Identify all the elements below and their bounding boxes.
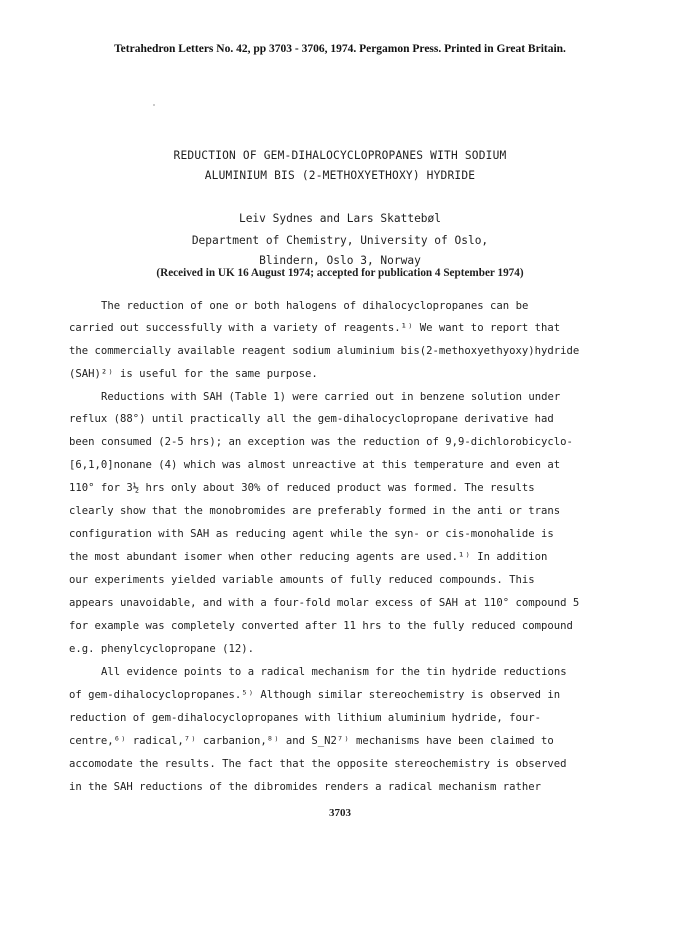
received-dates: (Received in UK 16 August 1974; accepted for publication 4 September 1974) xyxy=(156,267,524,279)
body-line: reduction of gem-dihalocyclopropanes with lithium aluminium hydride, four- xyxy=(69,712,541,724)
body-line: e.g. phenylcyclopropane (12). xyxy=(69,643,254,655)
body-line: 110° for 3½ hrs only about 30% of reduced product was formed. The results xyxy=(69,482,535,494)
body-line: our experiments yielded variable amounts of fully reduced compounds. This xyxy=(69,574,535,586)
body-line: appears unavoidable, and with a four-fold molar excess of SAH at 110° compound 5 xyxy=(69,597,580,609)
authors: Leiv Sydnes and Lars Skattebøl xyxy=(238,212,442,225)
body-line: the most abundant isomer when other reducing agents are used.¹⁾ In addition xyxy=(69,551,548,563)
paper-title-line-2: ALUMINIUM BIS (2-METHOXYETHOXY) HYDRIDE xyxy=(204,169,476,182)
affiliation-line-2: Blindern, Oslo 3, Norway xyxy=(259,254,421,267)
body-line: configuration with SAH as reducing agent while the syn- or cis-monohalide is xyxy=(69,528,554,540)
body-line: been consumed (2-5 hrs); an exception was the reduction of 9,9-dichlorobicyclo- xyxy=(69,436,573,448)
paper-title-line-1: REDUCTION OF GEM-DIHALOCYCLOPROPANES WITH SODIUM xyxy=(173,149,507,162)
body-line: centre,⁶⁾ radical,⁷⁾ carbanion,⁸⁾ and S_N2⁷⁾ mechanisms have been claimed to xyxy=(69,735,554,747)
body-line: for example was completely converted after 11 hrs to the fully reduced compound xyxy=(69,620,573,632)
page-number: 3703 xyxy=(329,807,351,819)
body-line: clearly show that the monobromides are preferably formed in the anti or trans xyxy=(69,505,561,517)
journal-header: Tetrahedron Letters No. 42, pp 3703 - 3706, 1974. Pergamon Press. Printed in Great Britain. xyxy=(114,43,566,55)
body-line: carried out successfully with a variety of reagents.¹⁾ We want to report that xyxy=(69,322,561,334)
body-line: Reductions with SAH (Table 1) were carried out in benzene solution under xyxy=(101,391,561,403)
body-line: of gem-dihalocyclopropanes.⁵⁾ Although similar stereochemistry is observed in xyxy=(69,689,561,701)
body-line: reflux (88°) until practically all the gem-dihalocyclopropane derivative had xyxy=(69,413,554,425)
body-line: accomodate the results. The fact that the opposite stereochemistry is observed xyxy=(69,758,567,770)
body-line: the commercially available reagent sodium aluminium bis(2-methoxyethyoxy)hydride xyxy=(69,345,580,357)
body-line: [6,1,0]nonane (4) which was almost unreactive at this temperature and even at xyxy=(69,459,561,471)
scan-speck xyxy=(153,104,155,106)
body-line: in the SAH reductions of the dibromides renders a radical mechanism rather xyxy=(69,781,541,793)
body-line: All evidence points to a radical mechanism for the tin hydride reductions xyxy=(101,666,567,678)
body-line: (SAH)²⁾ is useful for the same purpose. xyxy=(69,368,318,380)
affiliation-line-1: Department of Chemistry, University of Oslo, xyxy=(191,234,489,247)
body-line: The reduction of one or both halogens of dihalocyclopropanes can be xyxy=(101,300,529,312)
